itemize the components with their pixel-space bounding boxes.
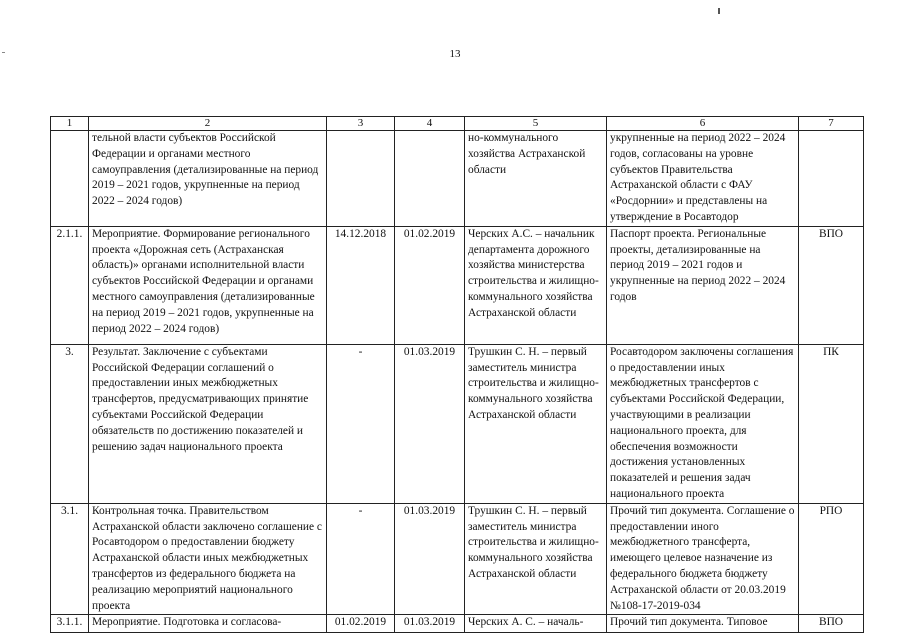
header-row [51, 117, 864, 131]
table-row [51, 344, 864, 503]
row-description: Контрольная точка. Правительством Астраханской области заключено соглашение с Росавтодором о предоставлении бюджету Астраханской области иных межбюджетных трансфертов из федерального бюджета на реализацию мероприятий национального проекта [89, 503, 327, 615]
row-result: Прочий тип документа. Типовое [607, 615, 799, 633]
page-number: 13 [449, 48, 461, 60]
row-end-date: 01.03.2019 [395, 503, 465, 615]
scan-dot [2, 52, 5, 53]
row-end-date: 01.02.2019 [395, 226, 465, 344]
column-header: 7 [799, 117, 864, 131]
row-responsible: но-коммунального хозяйства Астраханской области [465, 131, 607, 227]
row-number: 2.1.1. [51, 226, 89, 344]
row-level [799, 131, 864, 227]
row-result: Росавтодором заключены соглашения о предоставлении иных межбюджетных трансфертов с субъектами Российской Федерации, участвующими в реализации национального проекта, для обеспечения возможности достижения установленных показателей и решения задач национального проекта [607, 344, 799, 503]
row-start-date: 14.12.2018 [327, 226, 395, 344]
row-responsible: Черских А.С. – начальник департамента дорожного хозяйства министерства строительства и жилищно-коммунального хозяйства Астраханской области [465, 226, 607, 344]
row-end-date: 01.03.2019 [395, 615, 465, 633]
row-number: 3.1. [51, 503, 89, 615]
row-end-date [395, 131, 465, 227]
column-header: 5 [465, 117, 607, 131]
row-number: 3.1.1. [51, 615, 89, 633]
row-number: 3. [51, 344, 89, 503]
row-responsible: Черских А. С. – началь- [465, 615, 607, 633]
row-start-date: - [327, 344, 395, 503]
row-level: РПО [799, 503, 864, 615]
row-responsible: Трушкин С. Н. – первый заместитель министра строительства и жилищно-коммунального хозяйства Астраханской области [465, 503, 607, 615]
row-start-date: - [327, 503, 395, 615]
schedule-table [50, 116, 864, 633]
row-level: ВПО [799, 615, 864, 633]
row-description: Мероприятие. Подготовка и согласова- [89, 615, 327, 633]
row-level: ПК [799, 344, 864, 503]
row-start-date [327, 131, 395, 227]
row-number [51, 131, 89, 227]
row-description: тельной власти субъектов Российской Федерации и органами местного самоуправления (детализированные на период 2019 – 2021 годов, укрупненные на период 2022 – 2024 годов) [89, 131, 327, 227]
column-header: 6 [607, 117, 799, 131]
column-header: 1 [51, 117, 89, 131]
column-header: 2 [89, 117, 327, 131]
row-description: Мероприятие. Формирование регионального проекта «Дорожная сеть (Астраханская область)» органами исполнительной власти субъектов Российской Федерации и органами местного самоуправления (детализированные на период 2019 – 2021 годов, укрупненные на период 2022 – 2024 годов) [89, 226, 327, 344]
table-row [51, 503, 864, 615]
table-row [51, 226, 864, 344]
column-header: 3 [327, 117, 395, 131]
row-result: укрупненные на период 2022 – 2024 годов, согласованы на уровне субъектов Правительства Астраханской области с ФАУ «Росдорнии» и представлены на утверждение в Росавтодор [607, 131, 799, 227]
column-header: 4 [395, 117, 465, 131]
row-result: Прочий тип документа. Соглашение о предоставлении иного межбюджетного трансферта, имеющего целевое назначение из федерального бюджета бюджету Астраханской области от 20.03.2019 №108-17-2019-034 [607, 503, 799, 615]
row-level: ВПО [799, 226, 864, 344]
row-end-date: 01.03.2019 [395, 344, 465, 503]
row-result: Паспорт проекта. Региональные проекты, детализированные на период 2019 – 2021 годов и укрупненные на период 2022 – 2024 годов [607, 226, 799, 344]
row-start-date: 01.02.2019 [327, 615, 395, 633]
scan-mark [718, 8, 720, 14]
row-description: Результат. Заключение с субъектами Российской Федерации соглашений о предоставлении иных межбюджетных трансфертов, предусматривающих принятие субъектами Российской Федерации обязательств по достижению показателей и решению задач национального проекта [89, 344, 327, 503]
table-row [51, 615, 864, 633]
row-responsible: Трушкин С. Н. – первый заместитель министра строительства и жилищно-коммунального хозяйства Астраханской области [465, 344, 607, 503]
table-row [51, 131, 864, 227]
